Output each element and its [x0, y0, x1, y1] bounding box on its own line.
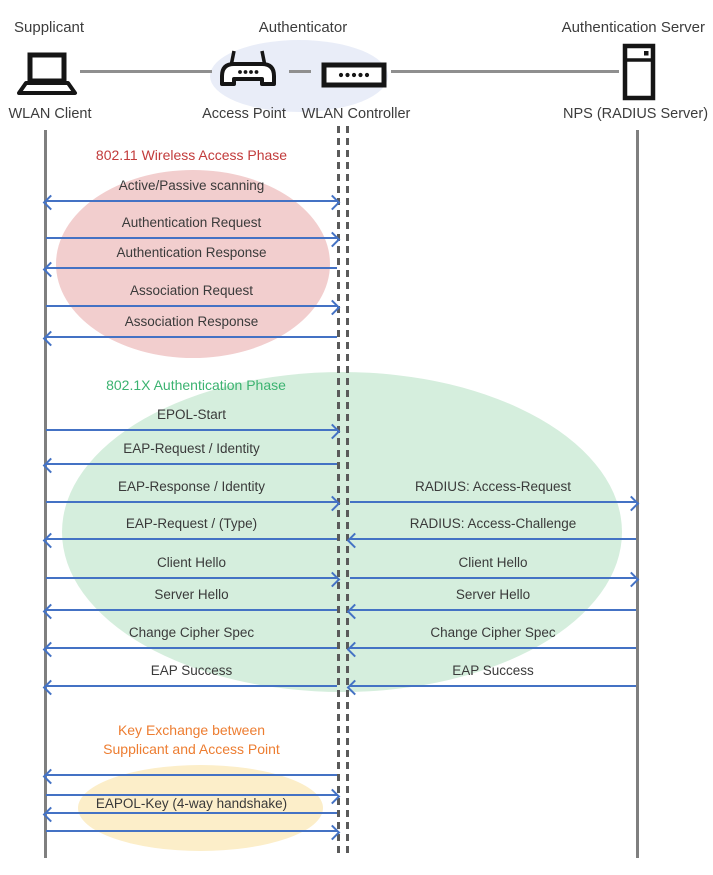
message-row — [350, 585, 636, 616]
message-row — [350, 477, 636, 508]
right-arrow-icon — [46, 572, 337, 584]
message-row — [350, 623, 636, 654]
message-row — [46, 176, 337, 207]
message-row — [46, 312, 337, 343]
message-label: Authentication Request — [121, 215, 262, 230]
message-label: RADIUS: Access-Challenge — [409, 516, 577, 531]
message-label: EPOL-Start — [156, 407, 227, 422]
message-label: Change Cipher Spec — [430, 625, 556, 640]
left-arrow-icon — [350, 533, 636, 545]
left-arrow-icon — [350, 642, 636, 654]
message-row — [46, 623, 337, 654]
key-exchange-title-line1: Key Exchange between — [117, 722, 266, 738]
right-arrow-icon — [46, 424, 337, 436]
right-arrow-icon — [350, 496, 636, 508]
message-row — [46, 553, 337, 584]
actor-wlan-controller: WLAN Controller — [301, 106, 411, 122]
phase-title-80211: 802.11 Wireless Access Phase — [95, 147, 288, 163]
message-label: Server Hello — [455, 587, 531, 602]
message-label: Change Cipher Spec — [128, 625, 255, 640]
message-row — [46, 243, 337, 274]
left-arrow-icon — [46, 769, 337, 781]
message-row — [46, 477, 337, 508]
message-label: Authentication Response — [116, 245, 267, 260]
message-label: EAP-Request / Identity — [123, 441, 260, 456]
left-arrow-icon — [46, 262, 337, 274]
message-row — [46, 439, 337, 470]
left-arrow-icon — [46, 458, 337, 470]
actor-access-point: Access Point — [202, 106, 286, 122]
role-auth-server: Authentication Server — [561, 19, 705, 36]
actor-nps: NPS (RADIUS Server) — [563, 106, 709, 122]
message-label: EAP-Response / Identity — [117, 479, 266, 494]
message-row — [46, 661, 337, 692]
phase-title-8021x: 802.1X Authentication Phase — [106, 377, 286, 393]
left-arrow-icon — [46, 331, 337, 343]
role-supplicant: Supplicant — [14, 19, 85, 36]
connector-controller-server — [391, 70, 619, 73]
message-row — [46, 281, 337, 312]
access-point-icon — [218, 48, 278, 96]
message-row — [46, 405, 337, 436]
message-label: Association Response — [124, 314, 259, 329]
laptop-icon — [16, 52, 78, 98]
eapol-key-label: EAPOL-Key (4-way handshake) — [95, 796, 288, 811]
message-row — [350, 553, 636, 584]
wlan-controller-icon — [321, 62, 387, 88]
message-label: Active/Passive scanning — [118, 178, 265, 193]
right-arrow-icon — [350, 572, 636, 584]
phase-title-key-exchange — [46, 721, 337, 759]
message-row — [46, 585, 337, 616]
message-label: EAP Success — [452, 663, 534, 678]
message-row — [46, 213, 337, 244]
lifeline-nps — [636, 130, 639, 858]
left-arrow-icon — [350, 604, 636, 616]
message-label: Client Hello — [458, 555, 528, 570]
right-arrow-icon — [46, 300, 337, 312]
message-label: Association Request — [129, 283, 254, 298]
left-arrow-icon — [46, 533, 337, 545]
message-label: Client Hello — [156, 555, 227, 570]
key-exchange-title-line2: Supplicant and Access Point — [103, 741, 280, 757]
message-label: Server Hello — [154, 587, 229, 602]
left-arrow-icon — [46, 680, 337, 692]
connector-ap-controller — [289, 70, 311, 73]
message-label: RADIUS: Access-Request — [414, 479, 572, 494]
right-arrow-icon — [46, 496, 337, 508]
left-arrow-icon — [46, 642, 337, 654]
connector-client-ap — [80, 70, 212, 73]
actor-wlan-client: WLAN Client — [8, 106, 92, 122]
left-arrow-icon — [46, 604, 337, 616]
message-label: EAP Success — [150, 663, 233, 678]
message-row — [350, 661, 636, 692]
lifeline-controller-dash-2 — [346, 126, 349, 858]
bidirectional-arrow-icon — [46, 195, 337, 207]
message-label: EAP-Request / (Type) — [125, 516, 258, 531]
role-authenticator: Authenticator — [258, 19, 348, 36]
message-row — [350, 514, 636, 545]
message-row — [46, 514, 337, 545]
right-arrow-icon — [46, 825, 337, 837]
left-arrow-icon — [350, 680, 636, 692]
server-icon — [621, 43, 657, 101]
